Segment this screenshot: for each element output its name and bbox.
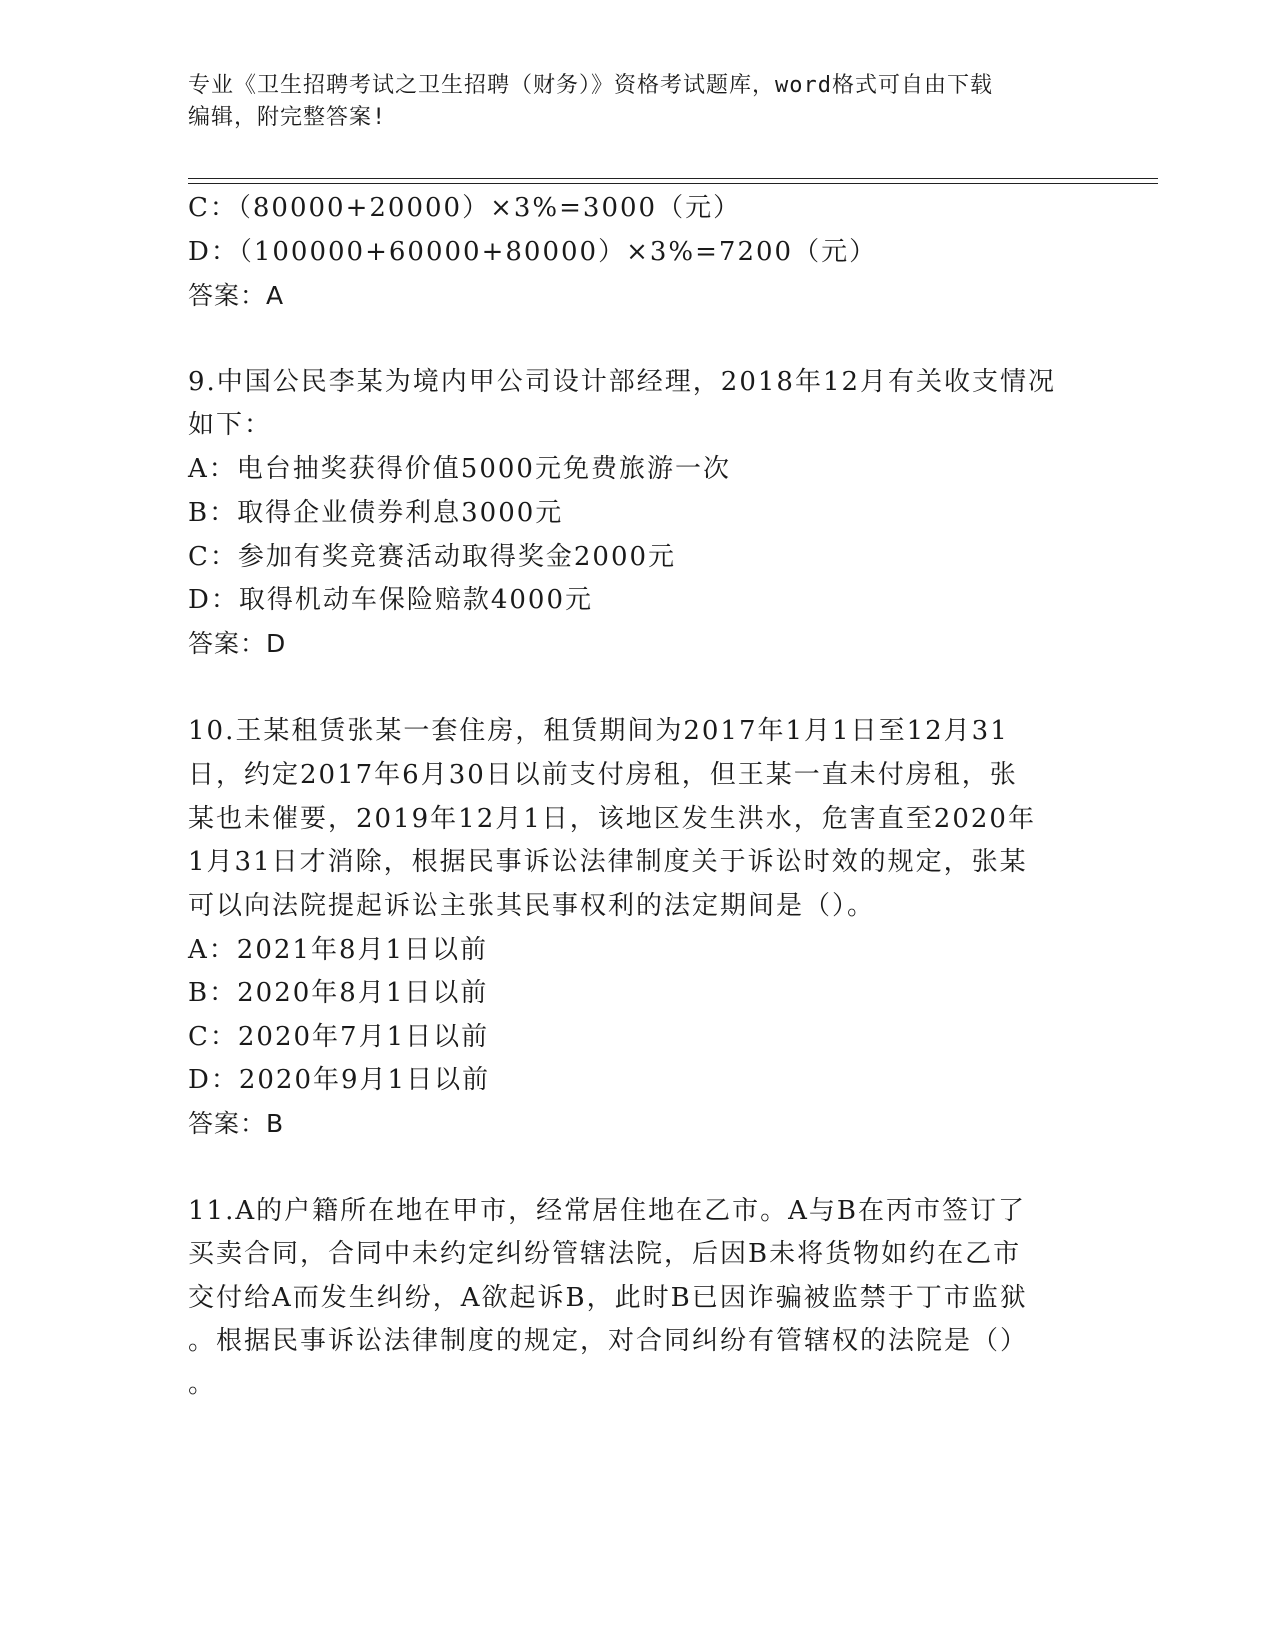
- q10-option-a: A：2021年8月1日以前: [188, 935, 489, 965]
- q9-option-b: B：取得企业债券利息3000元: [188, 498, 564, 528]
- q10-stem-line-3: 某也未催要，2019年12月1日，该地区发生洪水，危害直至2020年: [188, 804, 1036, 834]
- q11-stem-line-4: 。根据民事诉讼法律制度的规定，对合同纠纷有管辖权的法院是（）: [188, 1326, 1029, 1356]
- q9-stem-line-2: 如下：: [188, 410, 273, 440]
- q11-stem-line-5: 。: [188, 1369, 217, 1399]
- prev-option-c: C：（80000+20000）×3%=3000（元）: [188, 193, 742, 223]
- q10-stem-line-5: 可以向法院提起诉讼主张其民事权利的法定期间是（）。: [188, 891, 876, 921]
- document-header: [188, 70, 1088, 134]
- q10-stem-line-4: 1月31日才消除，根据民事诉讼法律制度关于诉讼时效的规定，张某: [188, 847, 1028, 877]
- q11-stem-line-1: 11.A的户籍所在地在甲市，经常居住地在乙市。A与B在丙市签订了: [188, 1196, 1027, 1226]
- q11-stem-line-2: 买卖合同，合同中未约定纠纷管辖法院，后因B未将货物如约在乙市: [188, 1239, 1022, 1269]
- q10-stem-line-1: 10.王某租赁张某一套住房，租赁期间为2017年1月1日至12月31: [188, 716, 1009, 746]
- q9-option-d: D：取得机动车保险赔款4000元: [188, 585, 594, 615]
- prev-answer: 答案：A: [188, 281, 285, 310]
- header-rule-top: [188, 178, 1158, 179]
- q9-stem-line-1: 9.中国公民李某为境内甲公司设计部经理，2018年12月有关收支情况: [188, 367, 1057, 397]
- q11-stem-line-3: 交付给A而发生纠纷，A欲起诉B，此时B已因诈骗被监禁于丁市监狱: [188, 1283, 1028, 1313]
- header-line-2: 编辑，附完整答案!: [188, 105, 387, 130]
- q10-option-d: D：2020年9月1日以前: [188, 1065, 491, 1095]
- header-line-1: 专业《卫生招聘考试之卫生招聘（财务）》资格考试题库，word格式可自由下载: [188, 73, 993, 98]
- prev-option-d: D：（100000+60000+80000）×3%=7200（元）: [188, 237, 878, 267]
- q10-option-b: B：2020年8月1日以前: [188, 978, 489, 1008]
- q9-option-a: A：电台抽奖获得价值5000元免费旅游一次: [188, 454, 731, 484]
- q9-option-c: C：参加有奖竞赛活动取得奖金2000元: [188, 542, 677, 572]
- header-rule-bottom: [188, 183, 1158, 184]
- q10-stem-line-2: 日，约定2017年6月30日以前支付房租，但王某一直未付房租，张: [188, 760, 1018, 790]
- q10-answer: 答案：B: [188, 1109, 285, 1138]
- q9-answer: 答案：D: [188, 629, 287, 658]
- q10-option-c: C：2020年7月1日以前: [188, 1022, 490, 1052]
